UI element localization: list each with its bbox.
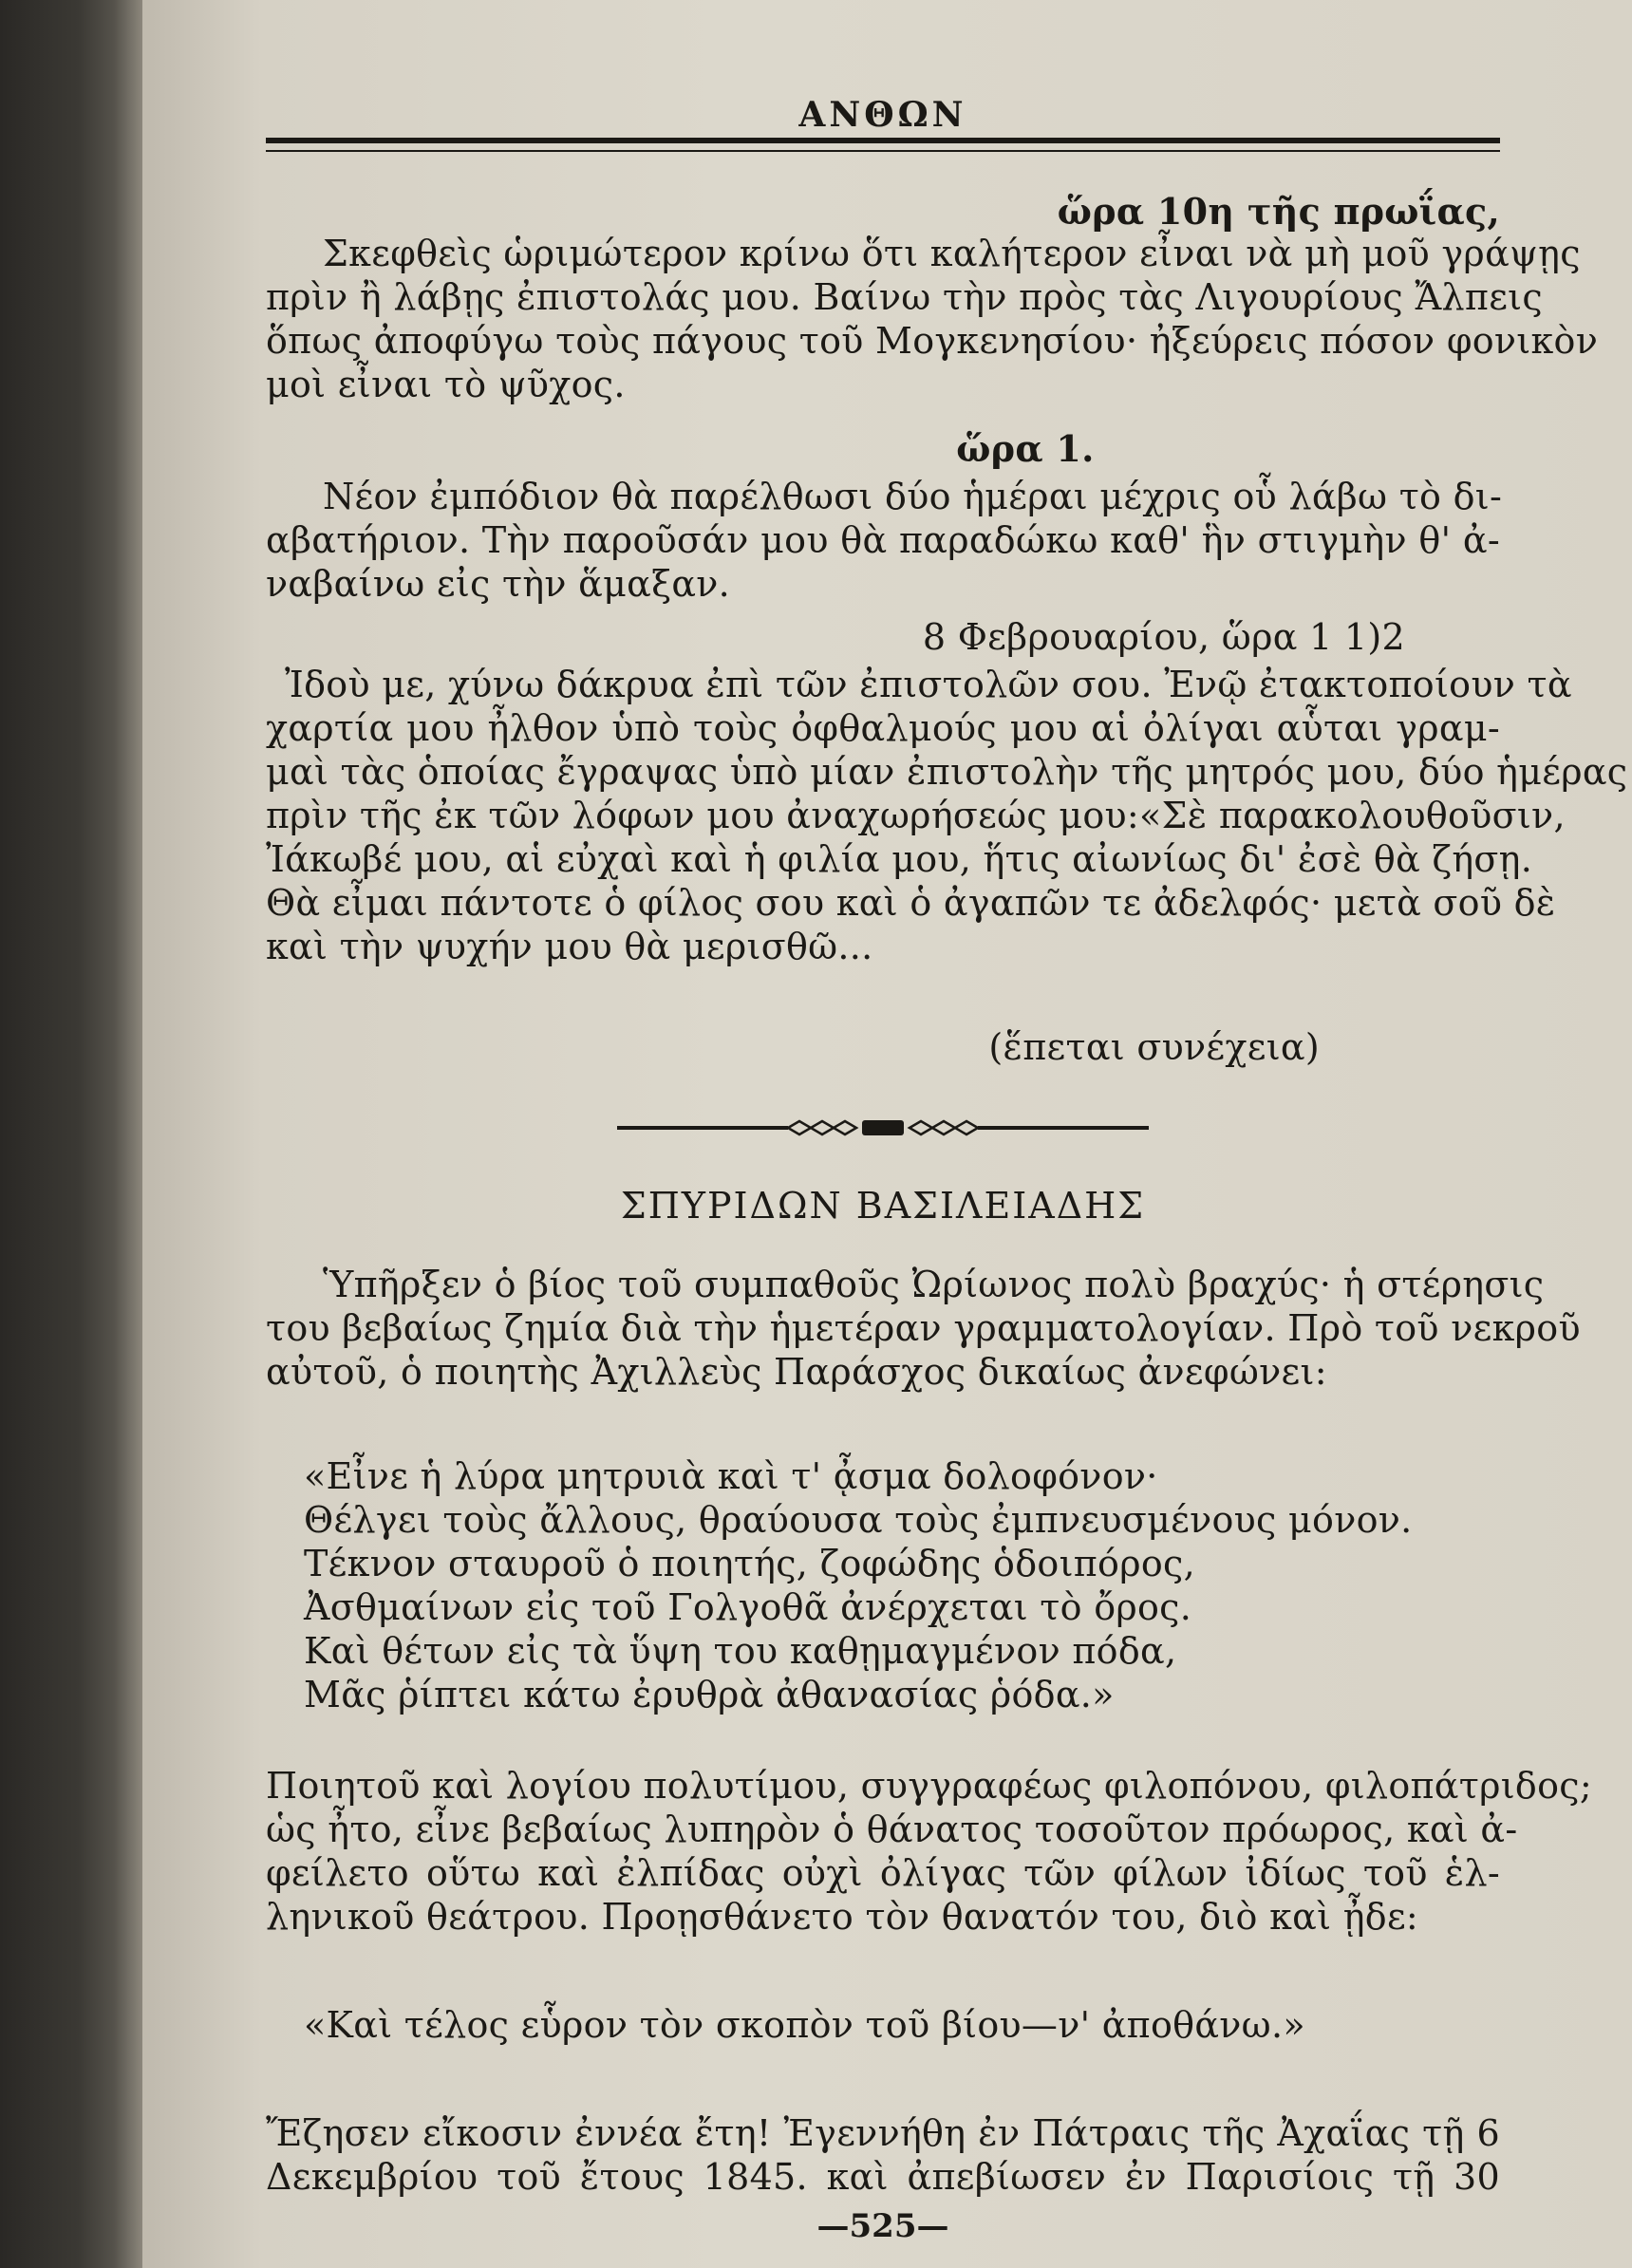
article-para2-line-2: ὡς ἦτο, εἶνε βεβαίως λυπηρὸν ὁ θάνατος τοσοῦτον πρόωρος, καὶ ἀ- [266, 1809, 1518, 1850]
ornamental-divider [617, 1118, 1149, 1137]
diary-para1-line-4: μοὶ εἶναι τὸ ψῦχος. [266, 364, 626, 405]
poem-line-4: Ἀσθμαίνων εἰς τοῦ Γολγοθᾶ ἀνέρχεται τὸ ὄρος. [304, 1586, 1192, 1628]
article-intro-line-1: Ὑπῆρξεν ὁ βίος τοῦ συμπαθοῦς Ὠρίωνος πολὺ βραχύς· ἡ στέρησις [323, 1264, 1545, 1305]
header-rule [266, 138, 1500, 143]
article-para3-line-2: Δεκεμβρίου τοῦ ἔτους 1845. καὶ ἀπεβίωσεν ἐν Παρισίοις τῇ 30 [266, 2156, 1500, 2198]
diary-para2-line-3: ναβαίνω εἰς τὴν ἅμαξαν. [266, 563, 731, 605]
diary-para3-line-5: Ἰάκωβέ μου, αἱ εὐχαὶ καὶ ἡ φιλία μου, ἥτις αἰωνίως δι' ἐσὲ θὰ ζήσῃ. [266, 838, 1533, 880]
header-rule-thin [266, 150, 1500, 152]
poem-line-6: Μᾶς ῥίπτει κάτω ἐρυθρὰ ἀθανασίας ῥόδα.» [304, 1674, 1115, 1715]
page-number: —525— [816, 2207, 949, 2245]
article-para2-line-1: Ποιητοῦ καὶ λογίου πολυτίμου, συγγραφέως φιλοπόνου, φιλοπάτριδος; [266, 1765, 1592, 1807]
to-be-continued: (ἕπεται συνέχεια) [988, 1026, 1320, 1068]
poem-line-5: Καὶ θέτων εἰς τὰ ὕψη του καθῃμαγμένον πόδα, [304, 1630, 1177, 1672]
diary-time-1: ὥρα 10η τῆς πρωΐας, [1057, 190, 1500, 233]
diary-para1-line-1: Σκεφθεὶς ὡριμώτερον κρίνω ὅτι καλήτερον εἶναι νὰ μὴ μοῦ γράψῃς [323, 233, 1581, 274]
article-para2-line-4: ληνικοῦ θεάτρου. Προῃσθάνετο τὸν θανατόν του, διὸ καὶ ᾖδε: [266, 1896, 1419, 1938]
page [142, 0, 1632, 2268]
diary-para3-line-2: χαρτία μου ἦλθον ὑπὸ τοὺς ὀφθαλμούς μου αἱ ὀλίγαι αὗται γραμ- [266, 707, 1500, 749]
running-title: ΑΝΘΩΝ [798, 95, 967, 135]
diary-para3-line-4: πρὶν τῆς ἐκ τῶν λόφων μου ἀναχωρήσεώς μου:«Σὲ παρακολουθοῦσιν, [266, 795, 1566, 836]
page-content [266, 0, 1628, 2268]
diary-para1-line-3: ὅπως ἀποφύγω τοὺς πάγους τοῦ Μογκενησίου· ἠξεύρεις πόσον φονικὸν [266, 320, 1599, 362]
diary-para3-line-7: καὶ τὴν ψυχήν μου θὰ μερισθῶ... [266, 926, 873, 967]
section-title: ΣΠΥΡΙΔΩΝ ΒΑΣΙΛΕΙΑΔΗΣ [620, 1185, 1146, 1227]
diary-time-2: ὥρα 1. [956, 427, 1095, 470]
poem-line-3: Τέκνον σταυροῦ ὁ ποιητής, ζοφώδης ὁδοιπόρος, [304, 1543, 1196, 1584]
article-para3-line-1: Ἔζησεν εἴκοσιν ἐννέα ἔτη! Ἐγεννήθη ἐν Πάτραις τῆς Ἀχαΐας τῇ 6 [266, 2112, 1500, 2154]
diary-para3-line-3: μαὶ τὰς ὁποίας ἔγραψας ὑπὸ μίαν ἐπιστολὴν τῆς μητρός μου, δύο ἡμέρας [266, 751, 1628, 793]
diary-para2-line-1: Νέον ἐμπόδιον θὰ παρέλθωσι δύο ἡμέραι μέχρις οὗ λάβω τὸ δι- [323, 476, 1503, 517]
diary-para3-line-1: Ἰδοὺ με, χύνω δάκρυα ἐπὶ τῶν ἐπιστολῶν σου. Ἐνῷ ἐτακτοποίουν τὰ [285, 664, 1572, 705]
diary-time-3: 8 Φεβρουαρίου, ὥρα 1 1)2 [922, 616, 1405, 658]
article-intro-line-2: του βεβαίως ζημία διὰ τὴν ἡμετέραν γραμματολογίαν. Πρὸ τοῦ νεκροῦ [266, 1307, 1581, 1349]
book-binding-edge [0, 0, 142, 2268]
diary-para3-line-6: Θὰ εἶμαι πάντοτε ὁ φίλος σου καὶ ὁ ἀγαπῶν τε ἀδελφός· μετὰ σοῦ δὲ [266, 882, 1556, 924]
poem-line-2: Θέλγει τοὺς ἄλλους, θραύουσα τοὺς ἐμπνευσμένους μόνον. [304, 1499, 1413, 1541]
diary-para1-line-2: πρὶν ἢ λάβῃς ἐπιστολάς μου. Βαίνω τὴν πρὸς τὰς Λιγουρίους Ἄλπεις [266, 276, 1543, 318]
article-para2-line-3: φείλετο οὕτω καὶ ἐλπίδας οὐχὶ ὀλίγας τῶν φίλων ἰδίως τοῦ ἑλ- [266, 1852, 1500, 1894]
article-quote: «Καὶ τέλος εὗρον τὸν σκοπὸν τοῦ βίου—ν' ἀποθάνω.» [304, 2004, 1305, 2046]
diary-para2-line-2: αβατήριον. Τὴν παροῦσάν μου θὰ παραδώκω καθ' ἣν στιγμὴν θ' ἀ- [266, 519, 1500, 561]
article-intro-line-3: αὐτοῦ, ὁ ποιητὴς Ἀχιλλεὺς Παράσχος δικαίως ἀνεφώνει: [266, 1351, 1327, 1393]
poem-line-1: «Εἶνε ἡ λύρα μητρυιὰ καὶ τ' ᾆσμα δολοφόνον· [304, 1455, 1158, 1497]
